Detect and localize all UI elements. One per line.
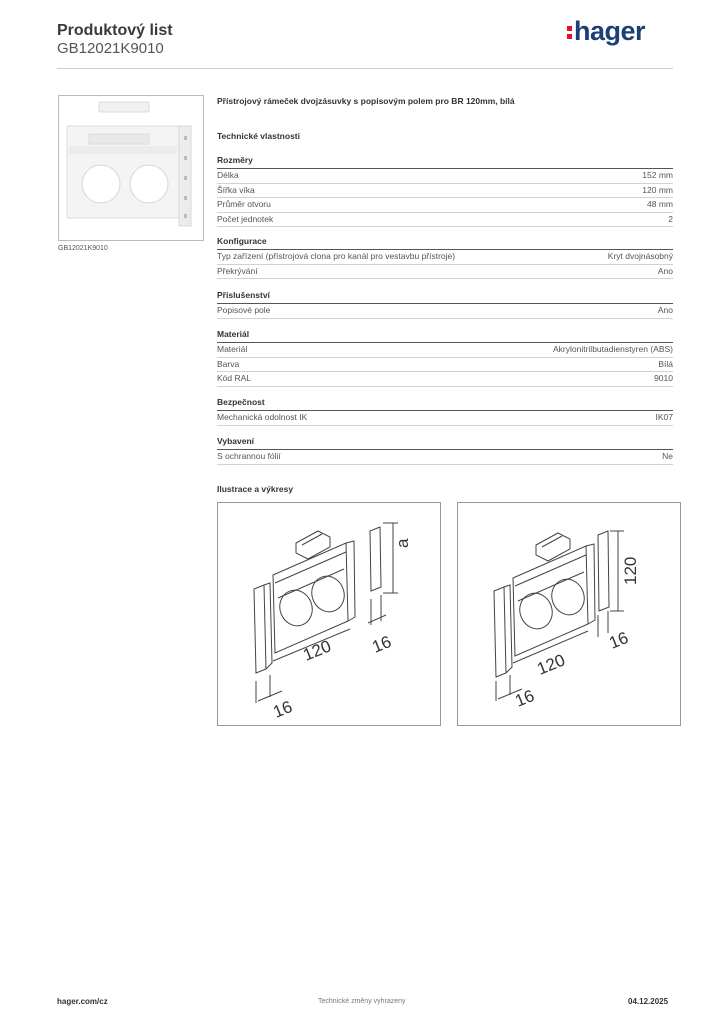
product-code: GB12021K9010 <box>57 40 164 57</box>
row-label: Délka <box>217 170 239 180</box>
dim-depth-left-label: 16 <box>270 697 296 722</box>
dim-width-label: 120 <box>300 636 334 665</box>
section-title: Vybavení <box>217 436 673 450</box>
dim-depth-right-label: 16 <box>369 632 395 657</box>
section-material <box>217 329 673 387</box>
table-row <box>217 265 673 280</box>
product-image <box>58 95 204 241</box>
footer-website-link[interactable]: hager.com/cz <box>57 997 108 1006</box>
row-value: Akrylonitrilbutadienstyren (ABS) <box>553 344 673 354</box>
technical-drawing-2 <box>457 502 681 726</box>
row-value: Ano <box>657 305 673 315</box>
section-title: Bezpečnost <box>217 397 673 411</box>
row-label: Materiál <box>217 344 248 354</box>
dim-width-label: 120 <box>534 650 568 679</box>
illustrations-heading: Ilustrace a výkresy <box>217 484 294 494</box>
table-row <box>217 169 673 184</box>
row-label: Počet jednotek <box>217 213 274 224</box>
table-row <box>217 198 673 213</box>
dimension-drawing <box>218 503 440 725</box>
product-frame-illustration <box>59 96 203 240</box>
row-label: Mechanická odolnost IK <box>217 412 308 422</box>
row-label: Barva <box>217 358 240 369</box>
footer-date: 04.12.2025 <box>628 997 669 1006</box>
image-caption: GB12021K9010 <box>58 245 108 252</box>
header-divider <box>57 68 673 69</box>
section-title: Konfigurace <box>217 236 673 250</box>
section-prislusenstvi <box>217 290 673 319</box>
technical-drawing-1 <box>217 502 441 726</box>
table-row <box>217 250 673 265</box>
row-value: 48 mm <box>647 199 673 209</box>
row-label: Průměr otvoru <box>217 199 271 209</box>
section-title: Rozměry <box>217 155 673 169</box>
row-value: Bílá <box>658 358 673 369</box>
dim-height-label: 120 <box>621 556 640 585</box>
row-value: Ano <box>657 265 673 276</box>
table-row <box>217 450 673 465</box>
row-label: Kód RAL <box>217 373 252 383</box>
row-label: Šířka víka <box>217 184 255 195</box>
page-title: Produktový list <box>57 22 173 39</box>
dim-depth-right-label: 16 <box>606 628 632 653</box>
section-bezpecnost <box>217 397 673 426</box>
row-value: IK07 <box>655 412 673 422</box>
hager-logo <box>567 16 645 47</box>
table-row <box>217 411 673 426</box>
logo-text: hager <box>574 16 646 46</box>
table-row <box>217 343 673 358</box>
table-row <box>217 304 673 319</box>
product-description: Přístrojový rámeček dvojzásuvky s popisovým polem pro BR 120mm, bílá <box>217 96 515 106</box>
row-value: Kryt dvojnásobný <box>607 251 673 261</box>
section-rozmery <box>217 155 673 227</box>
section-vybaveni <box>217 436 673 465</box>
row-label: Popisové pole <box>217 305 271 315</box>
row-value: 152 mm <box>642 170 673 180</box>
table-row <box>217 358 673 373</box>
row-label: Překrývání <box>217 265 258 276</box>
row-value: Ne <box>662 451 673 461</box>
row-label: S ochrannou fólií <box>217 451 281 461</box>
dim-depth-left-label: 16 <box>512 686 538 711</box>
row-label: Typ zařízení (přístrojová clona pro kanál pro vestavbu přístroje) <box>217 251 456 261</box>
logo-dots-icon <box>567 23 572 42</box>
table-row <box>217 213 673 228</box>
table-row <box>217 372 673 387</box>
row-value: 2 <box>668 213 673 224</box>
properties-heading: Technické vlastnosti <box>217 131 300 141</box>
dimension-drawing <box>458 503 680 725</box>
section-title: Materiál <box>217 329 673 343</box>
section-konfigurace <box>217 236 673 279</box>
table-row <box>217 184 673 199</box>
dim-height-label: a <box>393 538 412 548</box>
row-value: 120 mm <box>642 184 673 195</box>
footer-note: Technické změny vyhrazeny <box>318 998 406 1005</box>
section-title: Příslušenství <box>217 290 673 304</box>
row-value: 9010 <box>654 373 673 383</box>
